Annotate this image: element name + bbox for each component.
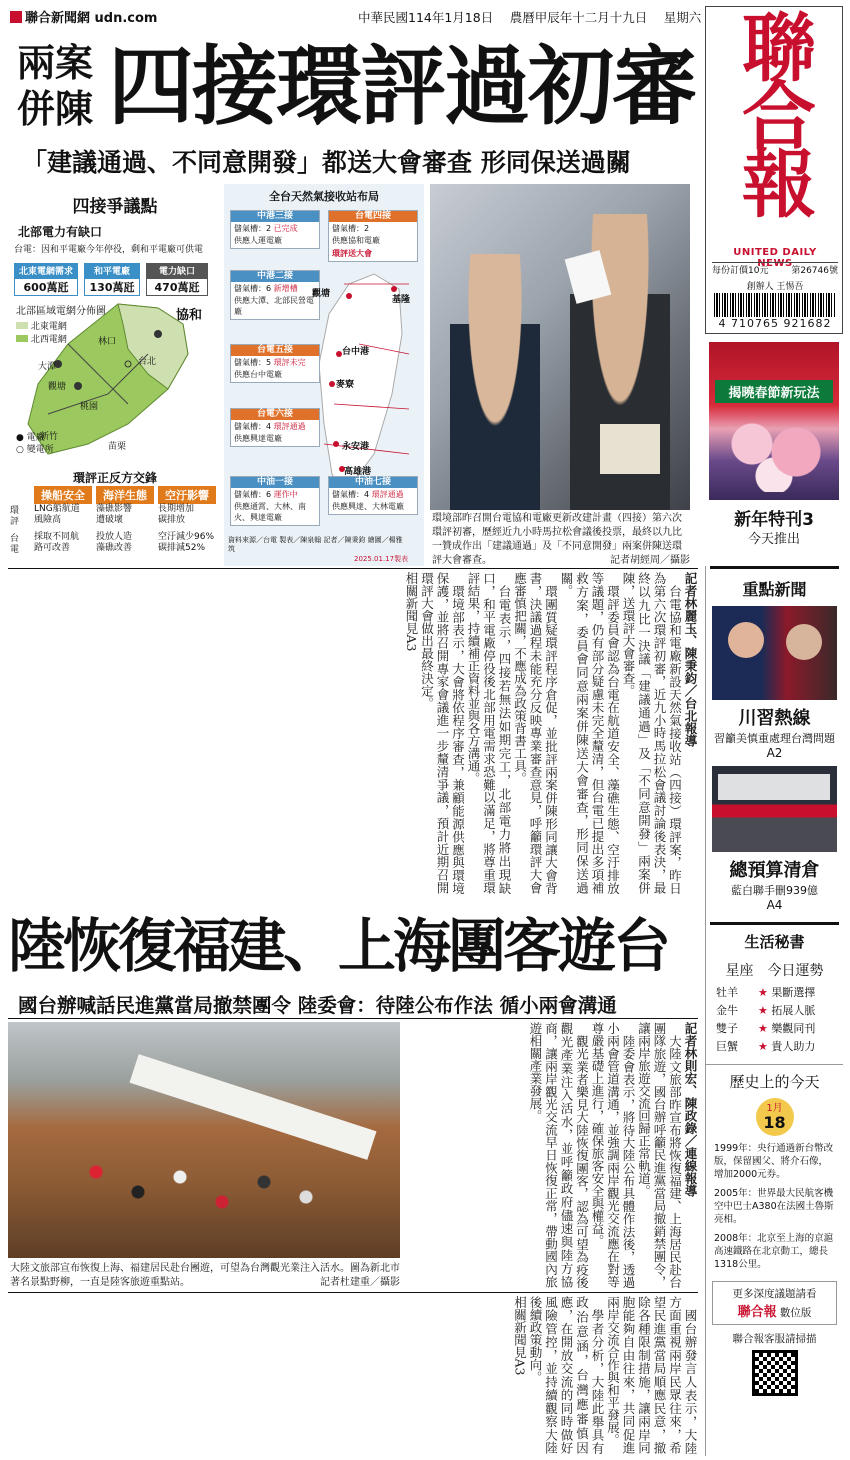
place-label: 新竹 xyxy=(40,432,59,442)
pros-tag: 空汙影響 xyxy=(158,486,216,504)
horoscope-sign: 牡羊 xyxy=(716,986,738,999)
qr-code-icon[interactable] xyxy=(752,1350,798,1396)
paragraph: 學者分析，大陸此舉具有政治意涵，台灣應審慎因應，在開放交流的同時做好風險管控，並持續觀察大陸後續政策動向。 xyxy=(528,1296,605,1454)
station-note: 環評通過 xyxy=(273,422,306,431)
station-tanks: 儲氣槽：5 環評未完 xyxy=(234,358,306,367)
port-label: 高雄港 xyxy=(344,467,372,477)
news1-sub: 習籲美慎重處理台灣問題 xyxy=(714,732,835,745)
lead-headline: 四接環評過初審 xyxy=(108,37,696,137)
person-icon xyxy=(728,622,764,658)
horoscope-sign: 金牛 xyxy=(716,1004,738,1017)
port-label: 台中港 xyxy=(342,347,370,357)
paragraph: 台電協和電廠新設天然氣接收站（四接）環評案，昨日為第六次環評初審，近九小時馬拉松會議討論後表決，最終以九比一決議「建議通過」及「不同意開發」兩案併陳，送環評大會審查。 xyxy=(621,572,683,894)
substation-icon: ○ xyxy=(16,445,24,455)
place-label: 林口 xyxy=(98,337,117,347)
station-supply: 供應大潭、北部民營電廠 xyxy=(234,296,314,316)
caption-credit: 記者胡經周／攝影 xyxy=(610,555,690,566)
lng-map-panel xyxy=(224,184,424,566)
date-line xyxy=(358,8,702,26)
paragraph: 環境部表示，大會將依程序審查，兼顧能源供應與環境保護，並將召開專家會議進一步釐清爭議，預計近期召開環評大會做出最終決定。 xyxy=(419,572,466,894)
new-year-ad[interactable] xyxy=(705,340,843,555)
station-supply: 供應人運電廠 xyxy=(234,236,282,245)
related-link[interactable]: 相關新聞見A3 xyxy=(512,1296,528,1376)
star-icon: ★ xyxy=(758,1004,768,1017)
yehliu-photo[interactable] xyxy=(8,1022,400,1258)
photo1-caption xyxy=(432,512,690,568)
paragraph: 大陸文旅部昨宣布將恢復福建、上海居民赴台團隊旅遊，國台辦呼籲民進黨當局撤銷禁團令，讓兩岸旅遊交流回歸正常軌道。 xyxy=(636,1022,683,1288)
graphic-panel xyxy=(8,184,222,566)
station-name: 台電六接 xyxy=(231,409,319,420)
station-tanks: 儲氣槽：6 新增槽 xyxy=(234,284,298,293)
news1-title[interactable]: 川習熱線 xyxy=(738,708,811,729)
station-card xyxy=(230,270,320,320)
photo2-caption xyxy=(10,1262,400,1290)
place-label: 桃園 xyxy=(80,402,99,412)
grid-title: 北部區域電網分佈圖 xyxy=(16,306,106,317)
date-lunar: 農曆甲辰年十二月十九日 xyxy=(509,10,648,25)
paragraph: 陸委會表示，將待大陸公布具體作法後，透過小兩會管道溝通，並強調兩岸觀光交流應在對等尊嚴基礎上進行，確保旅客安全與權益。 xyxy=(590,1022,636,1288)
legend-sub: 變電所 xyxy=(26,445,54,455)
chart-value: 130萬瓩 xyxy=(84,278,140,296)
more-text: 更多深度議題請看 xyxy=(732,1288,817,1300)
lead-photo[interactable] xyxy=(430,184,690,510)
capacity-chart xyxy=(14,259,222,296)
station-supply: 供應台中電廠 xyxy=(234,370,282,379)
station-name: 中港三接 xyxy=(231,211,319,222)
horoscope-sign: 雙子 xyxy=(716,1022,738,1035)
horoscope-row xyxy=(716,1002,833,1020)
place-label: 苗栗 xyxy=(108,442,127,452)
star-icon: ★ xyxy=(758,1040,768,1053)
station-name: 台電四接 xyxy=(329,211,417,222)
legend-plant: 電廠 xyxy=(26,433,45,443)
station-card xyxy=(328,210,418,262)
news1-page: A2 xyxy=(766,746,783,760)
station-name: 台電五接 xyxy=(231,345,319,356)
station-card xyxy=(230,210,320,249)
logo-en: UNITED DAILY NEWS xyxy=(733,247,817,269)
pros-text: LNG船航道 風險高 xyxy=(34,504,80,525)
kicker-2: 併陳 xyxy=(16,87,93,131)
cons-text: 空汙減少96% 碳排減52% xyxy=(158,532,215,553)
cons-text: 採取不同航 路可改善 xyxy=(34,532,80,553)
place-label: 台北 xyxy=(138,357,157,367)
horoscope-row xyxy=(716,1020,833,1038)
pros-tag: 操船安全 xyxy=(34,486,92,504)
station-tanks: 儲氣槽：2 已完成 xyxy=(234,224,298,233)
station-note: 環評未完 xyxy=(273,358,306,367)
place-label: 協和 xyxy=(176,308,203,323)
story1-body xyxy=(8,572,698,894)
logo-text: 聯合報 xyxy=(730,9,816,213)
today-day: 18 xyxy=(763,1113,786,1132)
lead-subhead: 「建議通過、不同意開發」都送大會審查 形同保送過關 xyxy=(22,148,631,177)
site-logo[interactable] xyxy=(10,7,160,29)
station-card xyxy=(328,476,418,515)
station-supply: 供應協和電廠 xyxy=(332,236,380,245)
life-title: 生活秘書 xyxy=(710,922,839,956)
station-note: 運作中 xyxy=(273,490,298,499)
horoscope-text: 貴人助力 xyxy=(771,1040,816,1053)
horoscope-text: 果斷選擇 xyxy=(771,986,816,999)
station-note: 環評通過 xyxy=(371,490,404,499)
today-title: 歷史上的今天 xyxy=(706,1064,843,1092)
caption-credit: 記者杜建重／攝影 xyxy=(320,1277,400,1288)
lead-kicker xyxy=(8,40,102,146)
person-icon xyxy=(786,624,822,660)
date-badge xyxy=(756,1098,794,1136)
station-card xyxy=(230,476,320,526)
plant-icon: ● xyxy=(16,433,24,443)
horoscope-row xyxy=(716,984,833,1002)
horoscope-sign: 巨蟹 xyxy=(716,1040,738,1053)
place-label: 觀塘 xyxy=(48,382,67,392)
masthead-logo-box xyxy=(705,6,843,334)
lead2-subhead: 國台辦喊話民進黨當局撤禁團令 陸委會：待陸公布作法 循小兩會溝通 xyxy=(18,994,617,1017)
horoscope-row xyxy=(716,1038,833,1056)
station-name: 中油一接 xyxy=(231,477,319,488)
station-tanks: 儲氣槽：6 運作中 xyxy=(234,490,298,499)
pros-text: 藻礁影響 遭破壞 xyxy=(96,504,133,525)
horoscope-text: 樂觀同刊 xyxy=(771,1022,816,1035)
station-tanks: 儲氣槽：4 環評通過 xyxy=(234,422,306,431)
caption-text: 大陸文旅部宣布恢復上海、福建居民赴台團遊，可望為台灣觀光業注入活水。圖為新北市著名景點野柳，一直是陸客旅遊重點站。 xyxy=(10,1263,400,1288)
port-label: 基隆 xyxy=(392,295,411,305)
ad-sub: 今天推出 xyxy=(747,532,800,547)
chart-value: 470萬瓩 xyxy=(146,278,208,296)
station-tanks: 儲氣槽：4 環評通過 xyxy=(332,490,404,499)
north-sub: 台電：因和平電廠今年停役，剩和平電廠可供電 xyxy=(14,245,204,255)
site-name: 聯合新聞網 udn.com xyxy=(25,11,158,26)
barcode xyxy=(714,293,836,317)
trump-xi-photo[interactable] xyxy=(712,606,837,700)
pros-cons-title: 環評正反方交鋒 xyxy=(72,471,157,485)
byline: 記者林則宏、陳政錄／連線報導 xyxy=(683,1022,698,1197)
star-icon: ★ xyxy=(758,1022,768,1035)
story2-body-bottom xyxy=(8,1296,698,1454)
today-month: 1月 xyxy=(766,1103,783,1114)
paragraph: 環團質疑環評程序倉促，並批評兩案併陳形同讓大會背書，決議過程未能充分反映專業審查意見，呼籲環評大會應審慎把關，不應成為政策背書工具。 xyxy=(512,572,559,894)
graphic-title: 四接爭議點 xyxy=(72,197,158,217)
horoscope-text: 拓展人脈 xyxy=(771,1004,816,1017)
paragraph: 國台辦發言人表示，大陸方面重視兩岸民眾往來，希望民進黨當局順應民意，撤除各種限制措施，讓兩岸同胞能夠自由往來，共同促進兩岸交流合作與和平發展。 xyxy=(605,1296,698,1454)
pros-tag: 海洋生態 xyxy=(96,486,154,504)
budget-photo[interactable] xyxy=(712,766,837,852)
qr-text: 聯合報客服請掃描 xyxy=(732,1333,817,1345)
founder: 創辦人 王惕吾 xyxy=(746,282,804,292)
station-status: 環評送大會 xyxy=(332,249,372,258)
chart-label: 和平電廠 xyxy=(84,263,140,278)
sidebar-title: 重點新聞 xyxy=(710,566,839,606)
news2-sub: 藍白聯手刪939億 xyxy=(731,884,818,897)
graphic-source: 資料來源／台電 製表／陳泉翰 記者／陳秉鈞 繪圖／楊雅筑 xyxy=(228,536,403,553)
north-title: 北部電力有缺口 xyxy=(18,225,103,239)
history-event: 2008年：北京至上海的京滬高速鐵路在北京動工，總長1318公里。 xyxy=(714,1233,834,1270)
ballot-box xyxy=(600,424,660,474)
caption-text: 環境部昨召開台電協和電廠更新改建計畫（四接）第六次環評初審，歷經近九小時馬拉松會議後投票，最終以九比一贊成作出「建議通過」及「不同意開發」兩案併陳送環評大會審查。 xyxy=(432,513,682,566)
cons-row-label: 台電 xyxy=(10,534,20,555)
banner-text-icon xyxy=(718,774,830,800)
barcode-number: 4 710765 921682 xyxy=(718,317,832,330)
cons-text: 投放人造 藻礁改善 xyxy=(96,532,133,553)
chart-label: 電力缺口 xyxy=(146,263,208,278)
station-card xyxy=(230,344,320,383)
related-link[interactable]: 相關新聞見A3 xyxy=(404,572,419,652)
weekday: 星期六 xyxy=(663,10,702,25)
price: 每份訂價10元 xyxy=(712,266,769,276)
udn-icon xyxy=(10,11,22,23)
legend-east: 北東電網 xyxy=(30,322,67,332)
news2-title[interactable]: 總預算清倉 xyxy=(729,860,820,881)
station-supply: 供應通霄、大林、南火、興達電廠 xyxy=(234,502,306,522)
byline: 記者林麗玉、陳秉鈞／台北報導 xyxy=(683,572,698,747)
history-event: 2005年：世界最大民航客機空中巴士A380在法國土魯斯亮相。 xyxy=(714,1188,834,1225)
graphic-update: 2025.01.17製表 xyxy=(354,555,409,563)
station-name: 中油七接 xyxy=(329,477,417,488)
station-tanks: 儲氣槽：2 xyxy=(332,224,370,233)
station-note: 新增槽 xyxy=(273,284,298,293)
date-roc: 中華民國114年1月18日 xyxy=(358,10,494,25)
issue: 第26746號 xyxy=(791,266,838,276)
ad-promo: 揭曉春節新玩法 xyxy=(715,380,833,403)
paragraph: 觀光業者樂見大陸恢復團客，認為可望為疫後觀光產業注入活水，並呼籲政府儘速與陸方協商，讓兩岸觀光交流早日恢復正常，帶動國內旅遊相關產業發展。 xyxy=(528,1022,590,1288)
paragraph: 台電表示，四接若無法如期完工，北部電力將出現缺口，和平電廠停役後北部用電需求恐難以滿足，將尊重環評結果，持續補正資料並與各方溝通。 xyxy=(466,572,512,894)
port-label: 永安港 xyxy=(342,442,370,452)
station-note: 已完成 xyxy=(273,224,298,233)
story2-body-right xyxy=(404,1022,698,1288)
more-tail: 數位版 xyxy=(779,1307,812,1319)
place-label: 大潭 xyxy=(38,362,57,372)
history-event: 1999年：央行通過新台幣改版，保留國父、將介石像，增加2000元券。 xyxy=(714,1143,834,1180)
station-card xyxy=(230,408,320,447)
star-icon: ★ xyxy=(758,986,768,999)
station-supply: 供應興達、大林電廠 xyxy=(332,502,404,511)
digital-box[interactable] xyxy=(712,1281,837,1325)
more-logo: 聯合報 xyxy=(737,1305,777,1320)
port-label: 麥寮 xyxy=(336,380,355,390)
pros-row-label: 環評 xyxy=(10,506,20,527)
legend-west: 北西電網 xyxy=(30,335,67,345)
map-title: 全台天然氣接收站布局 xyxy=(269,190,379,203)
kicker-1: 兩案 xyxy=(16,41,93,85)
sidebar xyxy=(705,566,843,1456)
ad-label: 新年特刊3 xyxy=(734,510,814,530)
lead2-headline: 陸恢復福建、上海團客遊台 xyxy=(8,912,669,980)
person-left xyxy=(450,254,540,510)
horoscope-title: 星座 今日運勢 xyxy=(725,963,824,979)
chart-value: 600萬瓩 xyxy=(14,278,78,296)
paragraph: 環評委員會認為台電在航道安全、藻礁生態、空汙排放等議題，仍有部分疑慮未完全釐清，但台電已提出多項補救方案，委員會同意兩案併陳送大會審查，形同保送過關。 xyxy=(559,572,621,894)
port-label: 觀塘 xyxy=(312,289,331,299)
station-name: 中港二接 xyxy=(231,271,319,282)
station-supply: 供應興達電廠 xyxy=(234,434,282,443)
pros-text: 長期增加 碳排放 xyxy=(158,504,195,525)
blossom-icon xyxy=(719,412,829,492)
chart-label: 北東電網需求 xyxy=(14,263,78,278)
tourists xyxy=(68,1142,348,1242)
news2-page: A4 xyxy=(766,898,783,912)
